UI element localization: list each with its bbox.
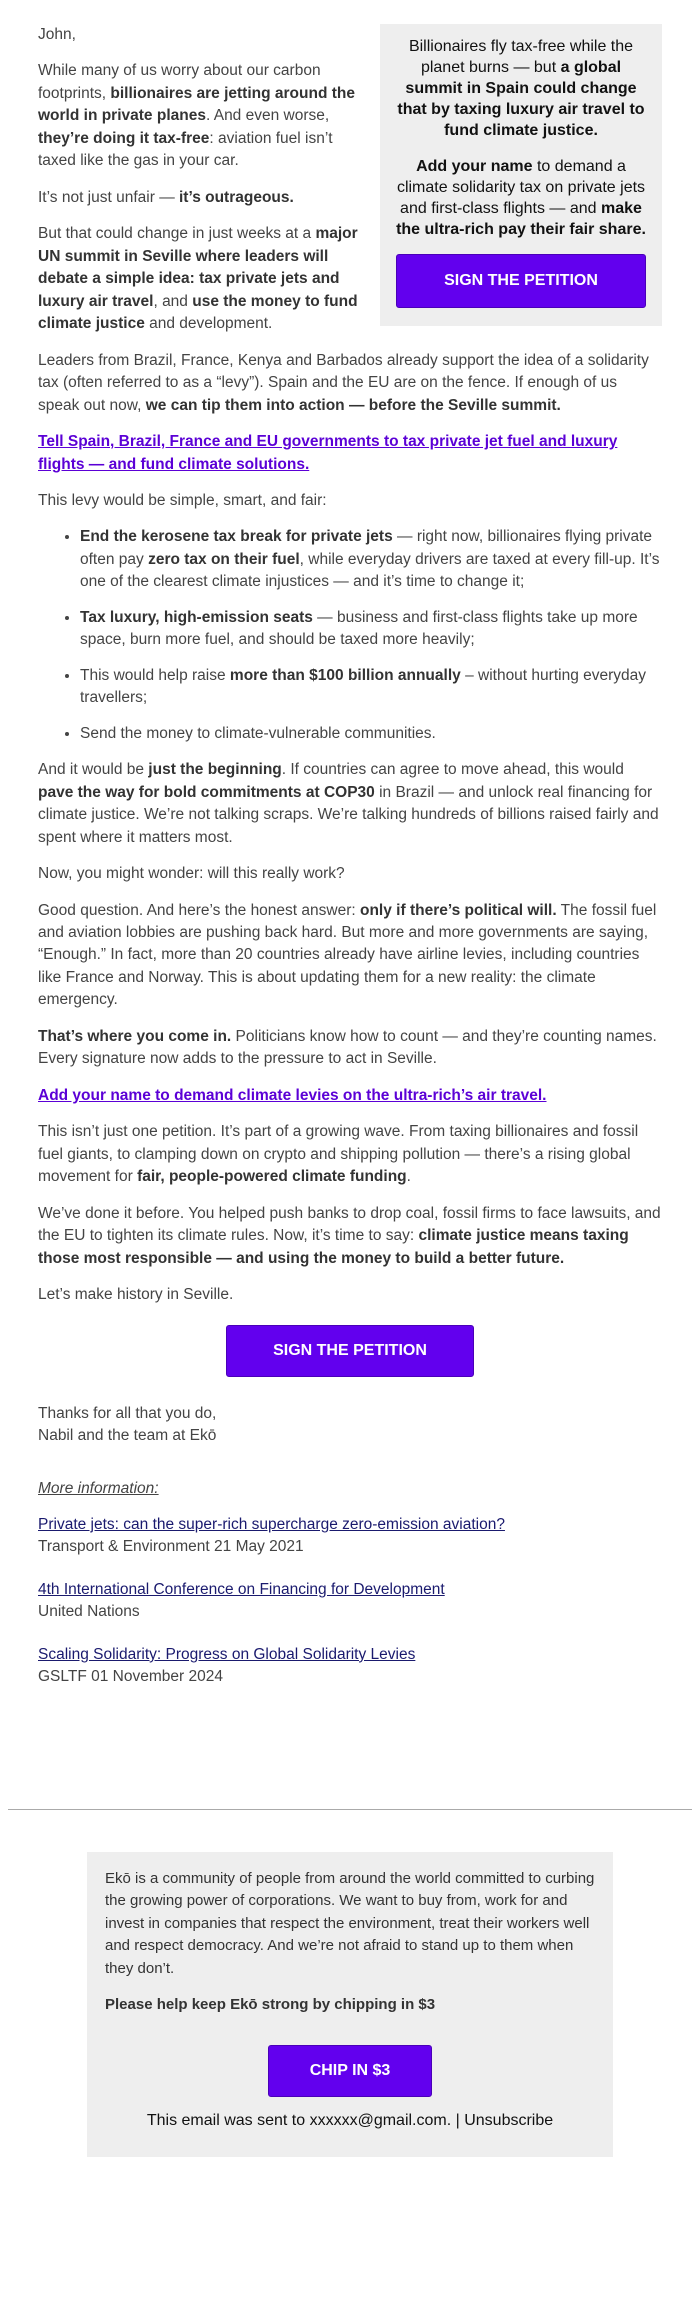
intro-paragraph-3: But that could change in just weeks at a major UN summit in Seville where leaders will debate a simple idea: tax private jets and luxury air travel, and use the money to fund climate justice and development.: [38, 225, 358, 333]
unsubscribe-link[interactable]: Unsubscribe: [464, 2111, 554, 2129]
beginning-paragraph: And it would be just the beginning. If countries can agree to move ahead, this would pave the way for bold commitments at COP30 in Brazil — and unlock real financing for climate justice. We’re not talking scraps. We’re talking hundreds of billions raised fairly and spent where it matters most.: [38, 761, 659, 846]
history-paragraph: Let’s make history in Seville.: [38, 1286, 234, 1304]
signoff: Thanks for all that you do, Nabil and the team at Ekō: [38, 1404, 217, 1445]
list-item: • This would help raise more than $100 billion annually – without hurting everyday travellers;: [80, 665, 662, 710]
tell-governments-link[interactable]: Tell Spain, Brazil, France and EU governments to tax private jet fuel and luxury flights — and fund climate solutions.: [38, 433, 618, 473]
footer-divider: [8, 1809, 692, 1810]
about-eko: Ekō is a community of people from around the world committed to curbing the growing power of corporations. We want to buy from, work for and invest in companies that respect the environment, treat their workers well and respect democracy. And we’re not afraid to stand up to them when they don’t.: [105, 1869, 595, 1977]
source-link[interactable]: Scaling Solidarity: Progress on Global Solidarity Levies: [38, 1645, 416, 1663]
source-meta: GSLTF 01 November 2024: [38, 1668, 223, 1686]
source-item: [38, 1514, 662, 1559]
levy-list: [38, 526, 662, 745]
answer-paragraph: Good question. And here’s the honest answer: only if there’s political will. The fossil fuel and aviation lobbies are pushing back hard. But more and more governments are saying, “Enough.” In fact, more than 20 countries already have airline levies, including countries like France and Norway. This is about updating them for a new reality: the climate emergency.: [38, 901, 657, 1009]
sidebox-sign-petition-button[interactable]: SIGN THE PETITION: [396, 254, 646, 308]
done-paragraph: We’ve done it before. You helped push banks to drop coal, fossil firms to face lawsuits, and the EU to tighten its climate rules. Now, it’s time to say: climate justice means taxing those most responsible — and using the money to build a better future.: [38, 1204, 661, 1267]
petition-sidebox: [380, 24, 662, 326]
source-link[interactable]: Private jets: can the super-rich supercharge zero-emission aviation?: [38, 1515, 505, 1533]
you-paragraph: That’s where you come in. Politicians know how to count — and they’re counting names. Every signature now adds to the pressure to act in Seville.: [38, 1027, 657, 1068]
cta-paragraph-2: [38, 1085, 662, 1107]
intro-paragraph-1: While many of us worry about our carbon footprints, billionaires are jetting around the world in private planes. And even worse, they’re doing it tax-free: aviation fuel isn’t taxed like the gas in your car.: [38, 62, 355, 170]
sign-petition-button[interactable]: SIGN THE PETITION: [226, 1325, 474, 1377]
source-item: [38, 1579, 662, 1624]
source-meta: United Nations: [38, 1603, 140, 1621]
source-meta: Transport & Environment 21 May 2021: [38, 1538, 304, 1556]
add-your-name-link[interactable]: Add your name to demand climate levies on the ultra-rich’s air travel.: [38, 1086, 547, 1104]
wonder-paragraph: Now, you might wonder: will this really work?: [38, 865, 345, 883]
source-link[interactable]: 4th International Conference on Financing for Development: [38, 1580, 445, 1598]
chip-in-button[interactable]: CHIP IN $3: [268, 2045, 432, 2097]
sidebox-paragraph-2: Add your name to demand a climate solidarity tax on private jets and first-class flights — and make the ultra-rich pay their fair share.: [396, 157, 646, 238]
list-item: • Send the money to climate-vulnerable communities.: [80, 723, 662, 745]
list-item: • End the kerosene tax break for private jets — right now, billionaires flying private often pay zero tax on their fuel, while everyday drivers are taxed at every fill-up. It’s one of the clearest climate injustices — and it’s time to change it;: [80, 526, 662, 593]
list-item: • Tax luxury, high-emission seats — business and first-class flights take up more space, burn more fuel, and should be taxed more heavily;: [80, 607, 662, 652]
intro-paragraph-2: It’s not just unfair — it’s outrageous.: [38, 188, 294, 206]
greeting: John,: [38, 26, 76, 43]
sidebox-paragraph-1: Billionaires fly tax-free while the planet burns — but a global summit in Spain could change that by taxing luxury air travel to fund climate justice.: [397, 38, 645, 140]
wave-paragraph: This isn’t just one petition. It’s part of a growing wave. From taxing billionaires and fossil fuel giants, to clamping down on crypto and shipping pollution — there’s a rising global movement for fair, people-powered climate funding.: [38, 1123, 639, 1186]
donation-appeal: Please help keep Ekō strong by chipping in $3: [105, 1996, 436, 2014]
leaders-paragraph: Leaders from Brazil, France, Kenya and Barbados already support the idea of a solidarity tax (often referred to as a “levy”). Spain and the EU are on the fence. If enough of us speak out now, we can tip them into action — before the Seville summit.: [38, 351, 649, 414]
levy-intro: This levy would be simple, smart, and fair:: [38, 491, 327, 509]
cta-paragraph-1: [38, 431, 662, 476]
more-info-heading: More information:: [38, 1479, 159, 1497]
email-sent-line: This email was sent to xxxxxx@gmail.com. | Unsubscribe: [146, 2111, 554, 2129]
source-item: [38, 1644, 662, 1689]
footer-box: [87, 1852, 613, 2157]
